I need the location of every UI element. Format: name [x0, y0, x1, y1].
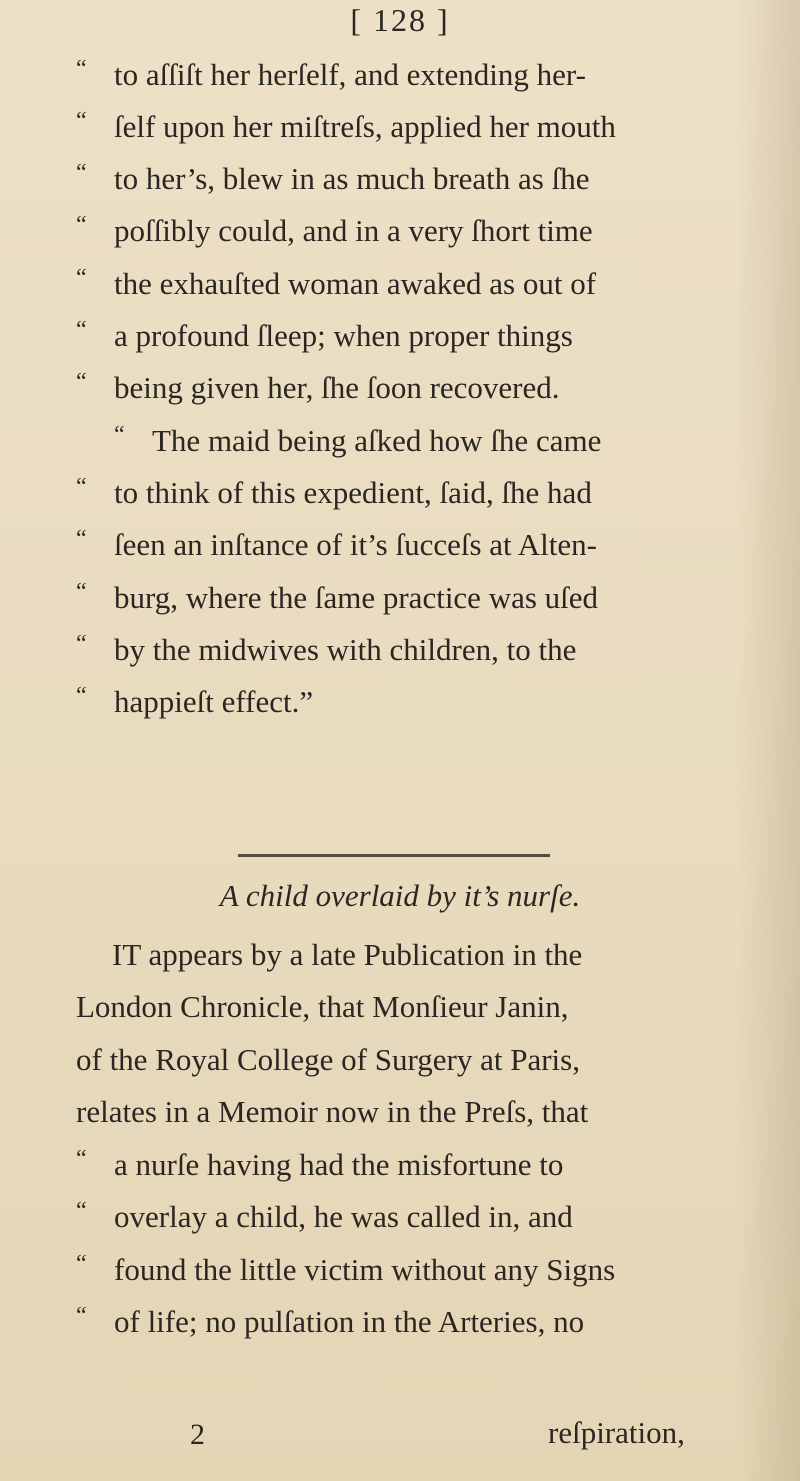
line-text: a nurſe having had the misfortune to: [114, 1147, 564, 1182]
quote-mark: “: [76, 212, 87, 238]
line-text: of life; no pulſation in the Arteries, no: [114, 1304, 585, 1339]
text-line: [114, 421, 601, 461]
text-line: [76, 1040, 580, 1080]
text-line: [76, 1197, 573, 1237]
quote-mark: “: [76, 683, 87, 709]
line-text: London Chronicle, that Monſieur Janin,: [76, 989, 569, 1024]
text-line: [76, 211, 593, 251]
text-line: [76, 1250, 615, 1290]
section-heading: A child overlaid by it’s nurſe.: [219, 878, 581, 913]
line-text: ſelf upon her miſtreſs, applied her mouth: [114, 109, 616, 144]
line-text: being given her, ſhe ſoon recovered.: [114, 370, 560, 405]
line-text: a profound ſleep; when proper things: [114, 318, 573, 353]
line-text: overlay a child, he was called in, and: [114, 1199, 573, 1234]
section-divider: [238, 854, 550, 857]
quote-mark: “: [76, 108, 87, 134]
text-line: [76, 987, 568, 1027]
line-text: poſſibly could, and in a very ſhort time: [114, 213, 593, 248]
line-text: to aſſiſt her herſelf, and extending her-: [114, 57, 586, 92]
line-text: ſeen an inſtance of it’s ſucceſs at Alten-: [114, 527, 597, 562]
text-line: [76, 578, 598, 618]
text-line: [76, 368, 560, 408]
quote-mark: “: [76, 474, 87, 500]
page-number: [ 128 ]: [350, 2, 450, 38]
text-line: [76, 159, 590, 199]
line-text: to think of this expedient, ſaid, ſhe had: [114, 475, 592, 510]
quote-mark: “: [76, 1198, 87, 1224]
quote-mark: “: [76, 1251, 87, 1277]
text-line: [76, 107, 616, 147]
quote-mark: “: [76, 56, 87, 82]
quote-mark: “: [76, 526, 87, 552]
line-text: found the little victim without any Signs: [114, 1252, 616, 1287]
quote-mark: “: [76, 579, 87, 605]
line-text: happieſt effect.”: [114, 684, 314, 719]
signature-mark: 2: [190, 1418, 205, 1451]
quote-mark: “: [76, 265, 87, 291]
text-line: [76, 630, 576, 670]
line-text: of the Royal College of Surgery at Paris,: [76, 1042, 580, 1077]
text-line: [76, 55, 586, 95]
line-text: The maid being aſked how ſhe came: [152, 423, 602, 458]
line-text: the exhauſted woman awaked as out of: [114, 266, 597, 301]
text-line: [76, 682, 313, 722]
text-line: [76, 1302, 584, 1342]
line-text: relates in a Memoir now in the Preſs, that: [76, 1094, 589, 1129]
text-line: [76, 1145, 563, 1185]
quote-mark: “: [76, 317, 87, 343]
text-line: [76, 264, 596, 304]
quote-mark: “: [76, 1146, 87, 1172]
text-line: [76, 1092, 588, 1132]
line-text: burg, where the ſame practice was uſed: [114, 580, 599, 615]
text-line: [76, 473, 592, 513]
line-text: to her’s, blew in as much breath as ſhe: [114, 161, 590, 196]
text-line: [112, 935, 582, 975]
quote-mark: “: [76, 631, 87, 657]
quote-mark: “: [76, 160, 87, 186]
catchword: reſpiration,: [548, 1415, 685, 1450]
quote-mark: “: [76, 369, 87, 395]
text-line: [76, 316, 573, 356]
line-text: IT appears by a late Publication in the: [112, 937, 583, 972]
quote-mark: “: [114, 422, 125, 448]
text-line: [76, 525, 597, 565]
quote-mark: “: [76, 1303, 87, 1329]
line-text: by the midwives with children, to the: [114, 632, 577, 667]
